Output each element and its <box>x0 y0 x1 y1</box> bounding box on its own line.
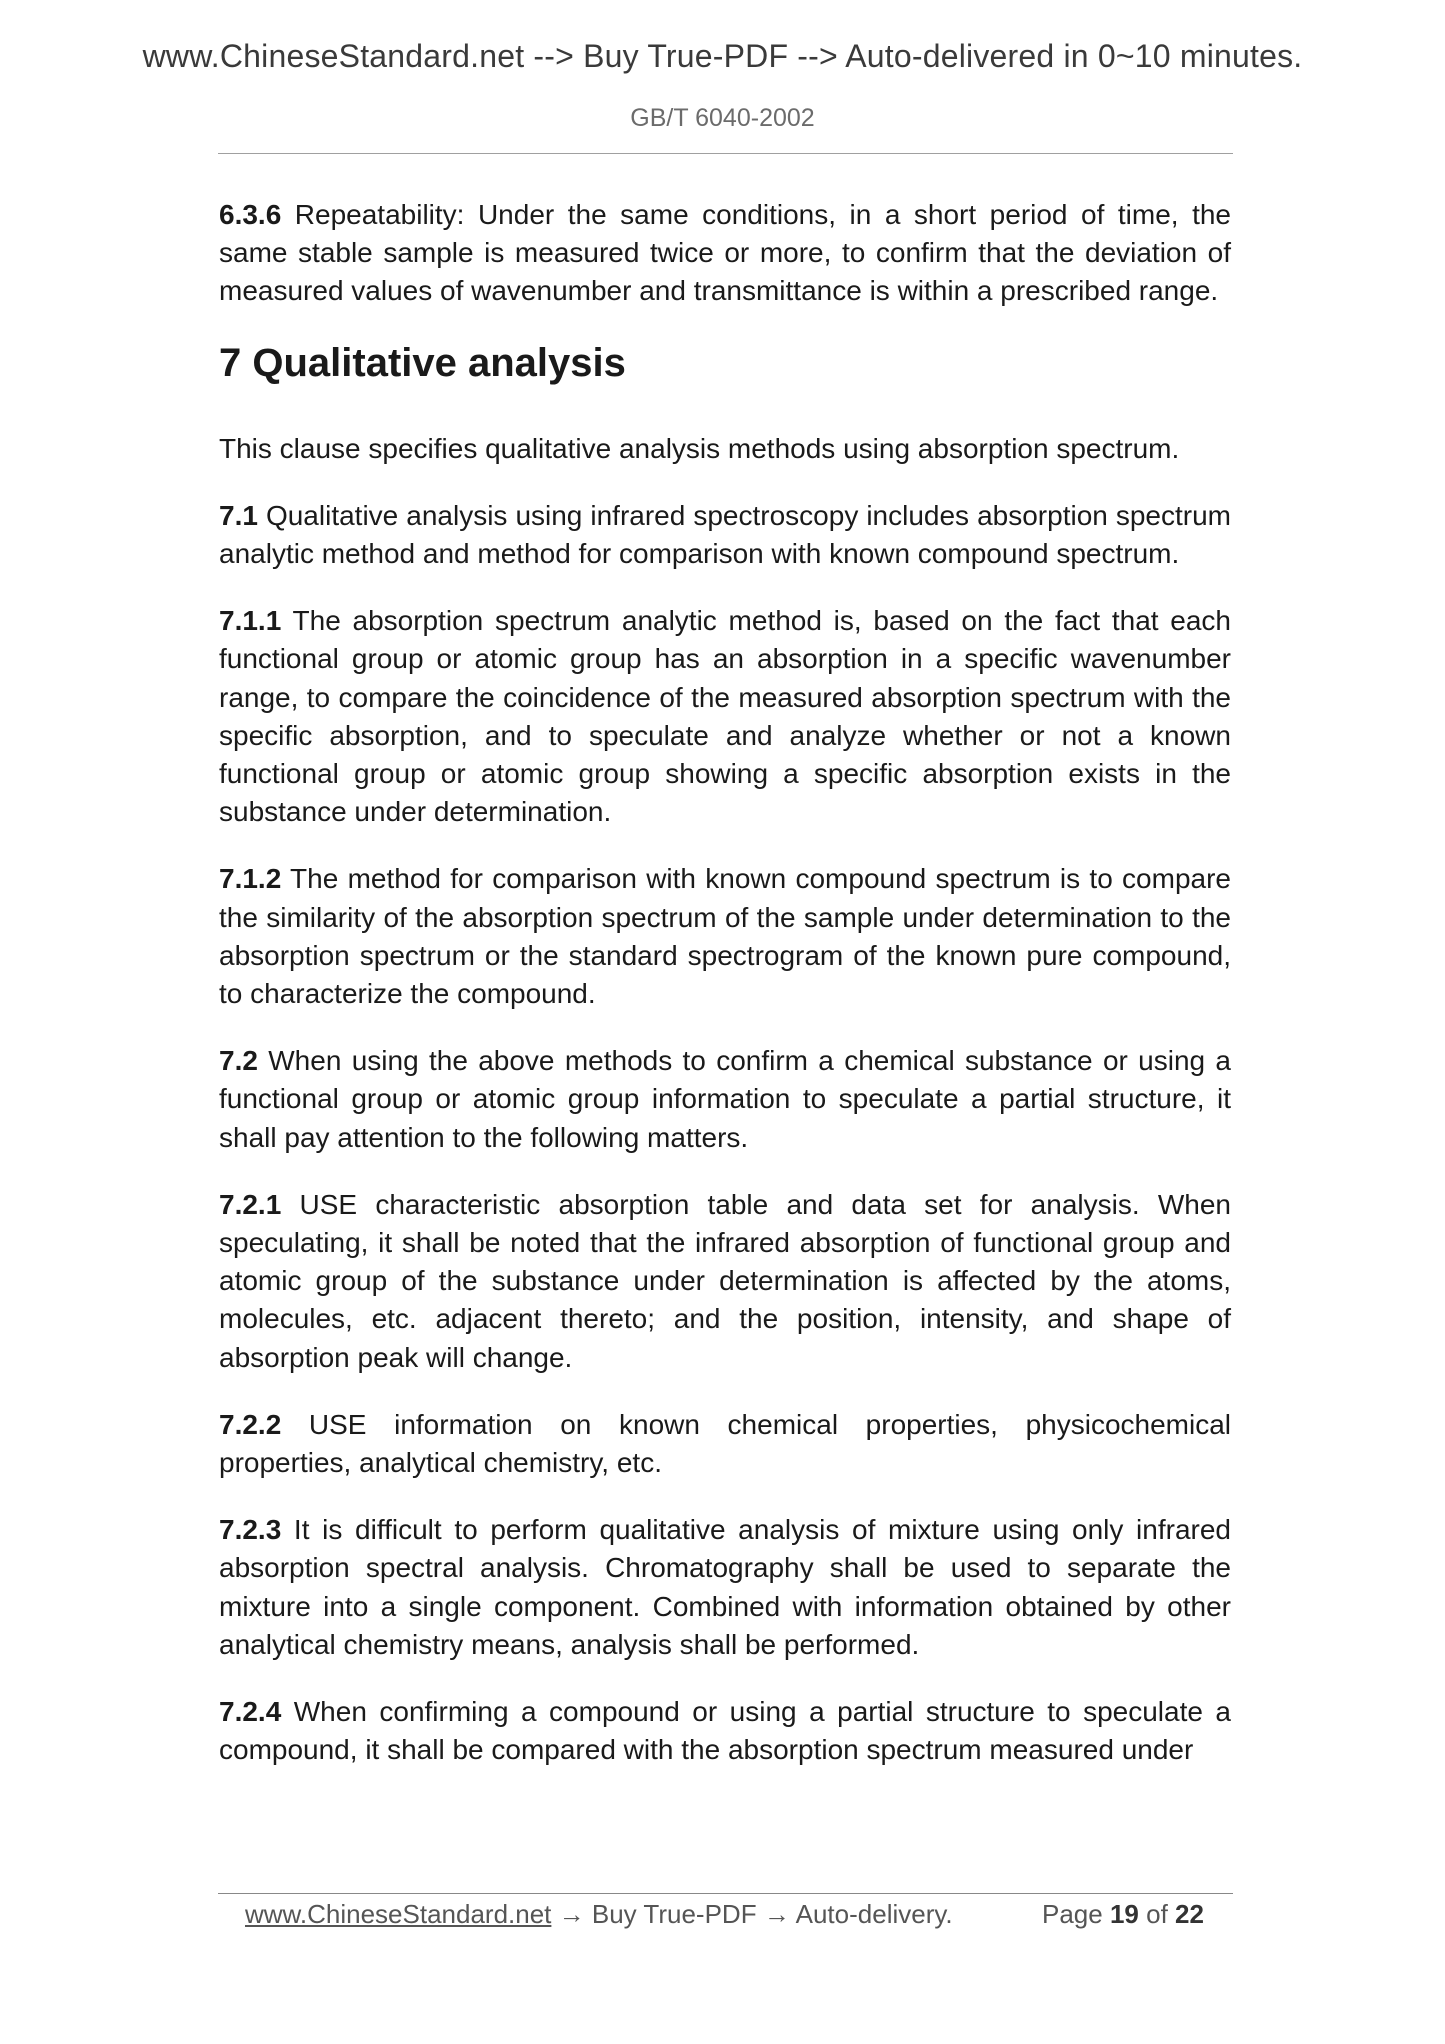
clause-number: 7.2.2 <box>219 1408 282 1440</box>
clause-7-2-4 <box>219 1693 1231 1769</box>
clause-number: 7.1 <box>219 499 258 531</box>
footer-buy-text: Buy True-PDF <box>591 1899 757 1929</box>
clause-number: 6.3.6 <box>219 199 282 230</box>
footer-site-link[interactable]: www.ChineseStandard.net <box>245 1899 552 1929</box>
clause-text: USE information on known chemical properties, physicochemical properties, analytical chemistry, etc. <box>219 1408 1231 1479</box>
footer-divider <box>218 1893 1233 1894</box>
clause-6-3-6 <box>219 196 1231 311</box>
clause-number: 7.2 <box>219 1045 258 1077</box>
clause-7-2 <box>219 1042 1231 1157</box>
section-title: 7 Qualitative analysis <box>219 340 626 385</box>
clause-number: 7.1.1 <box>219 605 282 637</box>
clause-text: Repeatability: Under the same conditions, in a short period of time, the same stable sample is measured twice or more, to confirm that the deviation of measured values of wavenumber and transmittance is within a prescribed range. <box>219 199 1231 307</box>
clause-number: 7.2.3 <box>219 1514 282 1546</box>
clause-7-1-2 <box>219 860 1231 1013</box>
header-divider <box>218 153 1233 154</box>
page-footer <box>245 1899 1235 1937</box>
page-total: 22 <box>1175 1899 1204 1929</box>
clause-number: 7.2.4 <box>219 1696 282 1728</box>
clause-7-1 <box>219 497 1231 573</box>
clause-number: 7.1.2 <box>219 863 282 895</box>
clause-7-2-2 <box>219 1406 1231 1482</box>
of-label: of <box>1146 1899 1168 1929</box>
clause-text: When confirming a compound or using a partial structure to speculate a compound, it shall be compared with the absorption spectrum measured under <box>219 1696 1231 1766</box>
page-indicator <box>1042 1899 1204 1930</box>
document-body <box>219 196 1231 1799</box>
clause-text: The method for comparison with known compound spectrum is to compare the similarity of the absorption spectrum of the sample under determination to the absorption spectrum or the standard spectrogram of the known pure compound, to characterize the compound. <box>219 863 1231 1010</box>
arrow-right-icon: → <box>763 1899 790 1929</box>
clause-text: It is difficult to perform qualitative analysis of mixture using only infrared absorption spectral analysis. Chromatography shall be used to separate the mixture into a single component. Combined with information obtained by other analytical chemistry means, analysis shall be performed. <box>219 1514 1231 1660</box>
section-intro: This clause specifies qualitative analysis methods using absorption spectrum. <box>219 432 1180 464</box>
clause-number: 7.2.1 <box>219 1188 282 1220</box>
standard-code: GB/T 6040-2002 <box>630 104 815 132</box>
page-number: 19 <box>1109 1899 1139 1929</box>
header-banner: www.ChineseStandard.net --> Buy True-PDF --> Auto-delivered in 0~10 minutes. <box>142 38 1303 74</box>
clause-text: USE characteristic absorption table and data set for analysis. When speculating, it shall be noted that the infrared absorption of functional group and atomic group of the substance under determination is affected by the atoms, molecules, etc. adjacent thereto; and the position, intensity, and shape of absorption peak will change. <box>219 1188 1231 1373</box>
footer-delivery-text: Auto-delivery. <box>795 1899 953 1929</box>
clause-text: The absorption spectrum analytic method is, based on the fact that each functional group or atomic group has an absorption in a specific wavenumber range, to compare the coincidence of the measured absorption spectrum with the specific absorption, and to speculate and analyze whether or not a known functional group or atomic group showing a specific absorption exists in the substance under determination. <box>219 605 1231 828</box>
clause-7-1-1 <box>219 602 1231 831</box>
clause-text: Qualitative analysis using infrared spectroscopy includes absorption spectrum analytic method and method for comparison with known compound spectrum. <box>219 499 1231 570</box>
clause-text: When using the above methods to confirm a chemical substance or using a functional group or atomic group information to speculate a partial structure, it shall pay attention to the following matters. <box>219 1045 1231 1153</box>
page-label: Page <box>1042 1899 1103 1929</box>
footer-left <box>245 1899 953 1930</box>
clause-7-2-3 <box>219 1511 1231 1664</box>
arrow-right-icon: → <box>558 1899 585 1929</box>
clause-7-2-1 <box>219 1186 1231 1377</box>
